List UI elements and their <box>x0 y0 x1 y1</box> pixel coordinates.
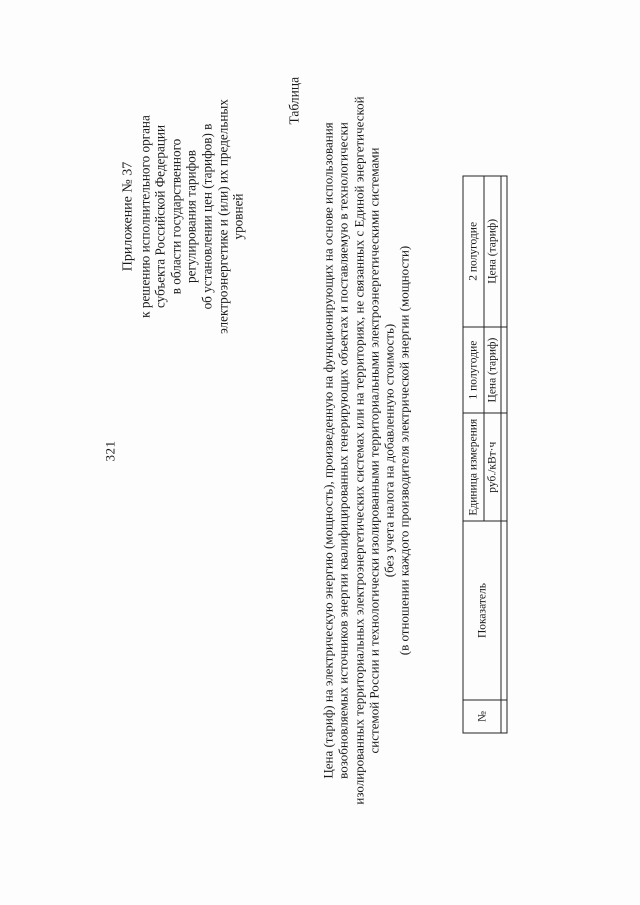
scope-note: (в отношении каждого производителя электрической энергии (мощности) <box>396 245 412 655</box>
table-heading <box>320 90 412 810</box>
header-indicator: Показатель <box>463 521 501 700</box>
subheader-second-half: Цена (тариф) <box>484 176 501 327</box>
heading-main: Цена (тариф) на электрическую энергию (мощность), произведенную на функционирующих на основе использования возобновляемых источников энергии квалифицированных генерирующих объектах и поставляемую в технологически изолированных территориальных электроэнергетических системах или на территориях, не связанных с Единой энергетической системой России и технологически изолированными территориальными электроэнергетическими системами <box>320 95 381 805</box>
header-first-half: 1 полугодие <box>463 326 484 413</box>
annex-line: в области государственного <box>167 138 183 294</box>
header-second-half: 2 полугодие <box>463 176 484 327</box>
annex-line: субъекта Российской Федерации <box>152 124 168 308</box>
page-number: 321 <box>102 440 117 461</box>
table-cell <box>501 521 507 700</box>
table-cell <box>501 700 507 733</box>
vat-note: (без учета налога на добавленную стоимость) <box>381 323 397 577</box>
annex-line: регулирования тарифов <box>183 149 199 283</box>
tariff-table <box>462 175 507 733</box>
header-unit: Единица измерения <box>463 413 484 521</box>
table-label: Таблица <box>286 76 301 124</box>
subheader-first-half: Цена (тариф) <box>484 326 501 413</box>
annex-line: электроэнергетике и (или) их предельных <box>214 98 230 334</box>
header-number: № <box>463 700 501 733</box>
annex-line: об установлении цен (тарифов) в <box>198 123 214 309</box>
annex-line: к решению исполнительного органа <box>136 114 152 318</box>
table-row <box>501 176 507 733</box>
annex-title: Приложение № 37 <box>120 161 135 271</box>
table-header-row <box>463 176 484 733</box>
subheader-unit: руб./кВт·ч <box>484 413 501 521</box>
annex-block <box>120 91 246 341</box>
table-cell <box>501 326 507 413</box>
annex-line: уровней <box>230 193 246 239</box>
table-cell <box>501 413 507 521</box>
table-cell <box>501 176 507 327</box>
